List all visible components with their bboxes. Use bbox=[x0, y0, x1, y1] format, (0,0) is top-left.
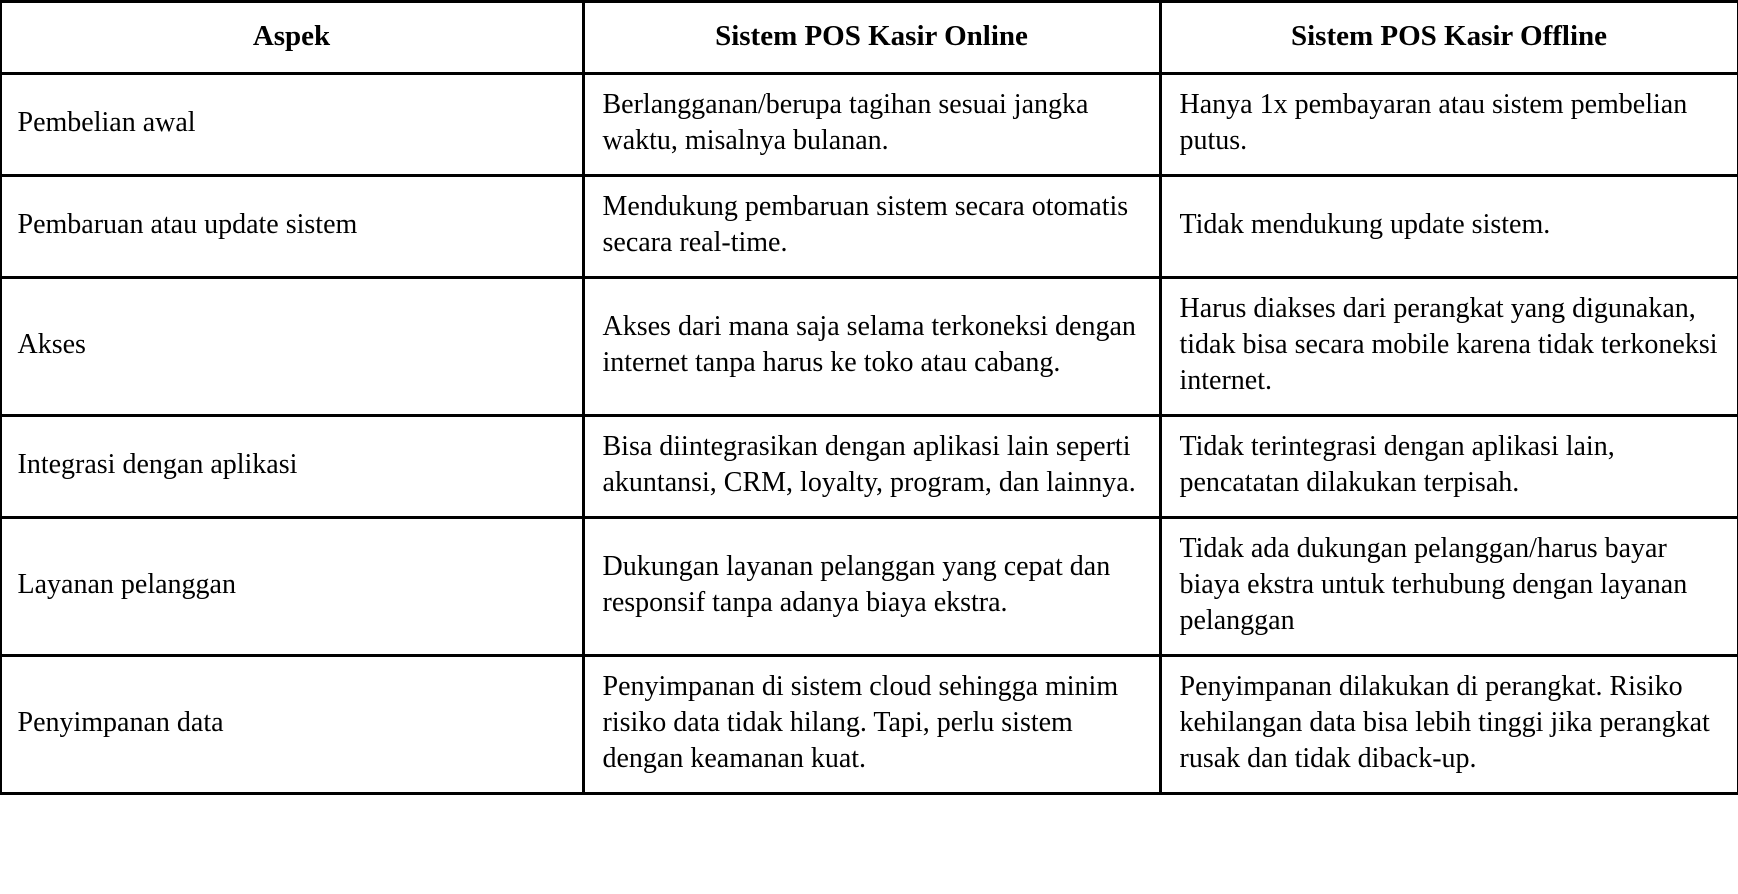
cell-offline: Hanya 1x pembayaran atau sistem pembelian putus. bbox=[1160, 74, 1738, 176]
cell-aspect: Akses bbox=[0, 277, 583, 415]
table-row bbox=[0, 415, 1738, 517]
cell-online: Penyimpanan di sistem cloud sehingga minim risiko data tidak hilang. Tapi, perlu sistem dengan keamanan kuat. bbox=[583, 655, 1160, 793]
cell-online: Bisa diintegrasikan dengan aplikasi lain seperti akuntansi, CRM, loyalty, program, dan lainnya. bbox=[583, 415, 1160, 517]
column-header-online: Sistem POS Kasir Online bbox=[583, 2, 1160, 74]
cell-online: Dukungan layanan pelanggan yang cepat dan responsif tanpa adanya biaya ekstra. bbox=[583, 517, 1160, 655]
cell-online: Mendukung pembaruan sistem secara otomatis secara real-time. bbox=[583, 175, 1160, 277]
table-body bbox=[0, 74, 1738, 794]
column-header-aspek: Aspek bbox=[0, 2, 583, 74]
cell-online: Berlangganan/berupa tagihan sesuai jangka waktu, misalnya bulanan. bbox=[583, 74, 1160, 176]
cell-offline: Harus diakses dari perangkat yang digunakan, tidak bisa secara mobile karena tidak terkoneksi internet. bbox=[1160, 277, 1738, 415]
table-row bbox=[0, 517, 1738, 655]
table-row bbox=[0, 74, 1738, 176]
table-row bbox=[0, 277, 1738, 415]
table-row bbox=[0, 175, 1738, 277]
cell-aspect: Layanan pelanggan bbox=[0, 517, 583, 655]
cell-offline: Penyimpanan dilakukan di perangkat. Risiko kehilangan data bisa lebih tinggi jika perangkat rusak dan tidak diback-up. bbox=[1160, 655, 1738, 793]
table-header-row bbox=[0, 2, 1738, 74]
cell-offline: Tidak terintegrasi dengan aplikasi lain, pencatatan dilakukan terpisah. bbox=[1160, 415, 1738, 517]
cell-aspect: Pembaruan atau update sistem bbox=[0, 175, 583, 277]
cell-aspect: Pembelian awal bbox=[0, 74, 583, 176]
table-header bbox=[0, 2, 1738, 74]
cell-offline: Tidak ada dukungan pelanggan/harus bayar biaya ekstra untuk terhubung dengan layanan pelanggan bbox=[1160, 517, 1738, 655]
cell-aspect: Integrasi dengan aplikasi bbox=[0, 415, 583, 517]
cell-aspect: Penyimpanan data bbox=[0, 655, 583, 793]
cell-offline: Tidak mendukung update sistem. bbox=[1160, 175, 1738, 277]
table-row bbox=[0, 655, 1738, 793]
cell-online: Akses dari mana saja selama terkoneksi dengan internet tanpa harus ke toko atau cabang. bbox=[583, 277, 1160, 415]
column-header-offline: Sistem POS Kasir Offline bbox=[1160, 2, 1738, 74]
